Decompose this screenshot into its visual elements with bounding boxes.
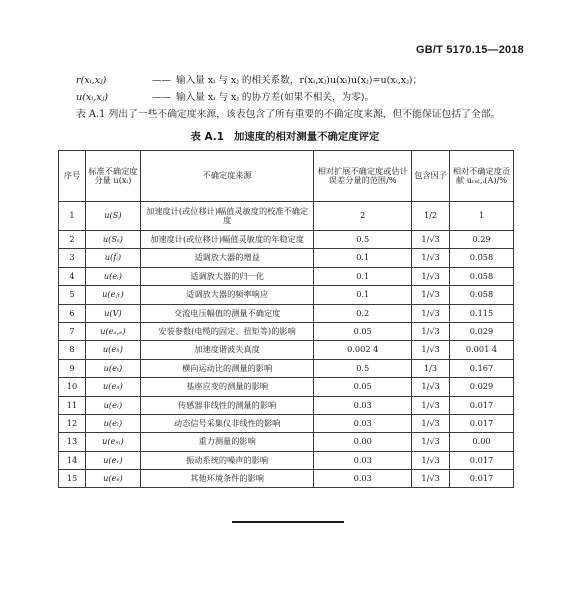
table-row [59, 414, 514, 432]
cell-source: 动态信号采集仪非线性的影响 [140, 414, 313, 432]
cell-contribution: 0.029 [450, 322, 514, 340]
cell-contribution: 0.00 [450, 433, 514, 451]
cell-factor: 1/√3 [412, 451, 450, 469]
table-row [59, 267, 514, 285]
standard-number: GB/T 5170.15—2018 [416, 44, 524, 56]
cell-source: 安装参数(电缆的固定、扭矩等)的影响 [140, 322, 313, 340]
definition-line [76, 89, 374, 103]
cell-index: 4 [59, 267, 86, 285]
cell-source: 加速度计(或位移计)幅值灵敏度的校准不确定度 [140, 202, 313, 231]
table-row [59, 202, 514, 231]
header-index: 序号 [59, 151, 86, 202]
table-row [59, 322, 514, 340]
table-header-row [59, 151, 514, 202]
definition-dash: —— [152, 75, 172, 86]
definition-text: 输入量 xᵢ 与 xⱼ 的相关系数，r(xᵢ,xⱼ)u(xᵢ)u(xⱼ)=u(xᵢ,xⱼ)； [176, 75, 423, 86]
cell-source: 重力测量的影响 [140, 433, 313, 451]
cell-contribution: 0.115 [450, 304, 514, 322]
cell-range: 0.03 [314, 396, 412, 414]
cell-index: 11 [59, 396, 86, 414]
cell-index: 8 [59, 341, 86, 359]
table-row [59, 249, 514, 267]
cell-component: u(Sₛ) [85, 231, 140, 249]
cell-index: 9 [59, 359, 86, 377]
cell-index: 14 [59, 451, 86, 469]
table-row [59, 433, 514, 451]
cell-index: 2 [59, 231, 86, 249]
table-row [59, 304, 514, 322]
table-row [59, 396, 514, 414]
cell-source: 交流电压幅值的测量不确定度 [140, 304, 313, 322]
definition-dash: —— [152, 92, 172, 103]
cell-factor: 1/√3 [412, 378, 450, 396]
cell-factor: 1/√3 [412, 267, 450, 285]
cell-range: 0.1 [314, 249, 412, 267]
cell-index: 15 [59, 470, 86, 488]
cell-factor: 1/√3 [412, 249, 450, 267]
cell-source: 振动系统的噪声的影响 [140, 451, 313, 469]
cell-factor: 1/√3 [412, 396, 450, 414]
cell-component: u(S) [85, 202, 140, 231]
cell-source: 加速度谐波失真度 [140, 341, 313, 359]
header-range: 相对扩展不确定度或估计误差分量的范围/% [314, 151, 412, 202]
definition-symbol: r(xᵢ,xⱼ) [76, 75, 107, 86]
cell-factor: 1/3 [412, 359, 450, 377]
cell-factor: 1/2 [412, 202, 450, 231]
cell-factor: 1/√3 [412, 286, 450, 304]
cell-component: u(fᵢ) [85, 249, 140, 267]
cell-source: 适调放大器的归一化 [140, 267, 313, 285]
cell-source: 传感器非线性的测量的影响 [140, 396, 313, 414]
table-row [59, 341, 514, 359]
table-row [59, 359, 514, 377]
cell-factor: 1/√3 [412, 433, 450, 451]
header-component: 标准不确定度分量 u(xᵢ) [85, 151, 140, 202]
definition-text: 输入量 xᵢ 与 xⱼ 的协方差(如果不相关，为零)。 [176, 92, 375, 103]
cell-contribution: 0.017 [450, 414, 514, 432]
cell-range: 0.1 [314, 286, 412, 304]
cell-index: 7 [59, 322, 86, 340]
cell-component: u(eₙ) [85, 378, 140, 396]
cell-factor: 1/√3 [412, 231, 450, 249]
cell-source: 基座应变的测量的影响 [140, 378, 313, 396]
cell-source: 适调放大器的频率响应 [140, 286, 313, 304]
cell-source: 加速度计(或位移计)幅值灵敏度的年稳定度 [140, 231, 313, 249]
cell-component: u(eₗ) [85, 396, 140, 414]
table-row [59, 286, 514, 304]
cell-component: u(eₘ) [85, 433, 140, 451]
cell-range: 2 [314, 202, 412, 231]
cell-component: u(V) [85, 304, 140, 322]
cell-factor: 1/√3 [412, 322, 450, 340]
cell-index: 13 [59, 433, 86, 451]
table-caption [0, 128, 570, 143]
table-row [59, 231, 514, 249]
cell-contribution: 0.058 [450, 249, 514, 267]
cell-range: 0.5 [314, 231, 412, 249]
cell-contribution: 0.029 [450, 378, 514, 396]
cell-index: 12 [59, 414, 86, 432]
uncertainty-table [58, 150, 514, 488]
cell-component: u(eₕ) [85, 341, 140, 359]
cell-index: 6 [59, 304, 86, 322]
table-row [59, 470, 514, 488]
cell-factor: 1/√3 [412, 470, 450, 488]
cell-index: 5 [59, 286, 86, 304]
cell-component: u(eₜ) [85, 359, 140, 377]
cell-range: 0.03 [314, 470, 412, 488]
cell-component: u(eⱼᵣ) [85, 286, 140, 304]
cell-contribution: 0.058 [450, 286, 514, 304]
cell-range: 0.03 [314, 414, 412, 432]
cell-contribution: 0.29 [450, 231, 514, 249]
table-caption-number: 表 A.1 [190, 131, 224, 143]
cell-factor: 1/√3 [412, 414, 450, 432]
cell-source: 适调放大器的增益 [140, 249, 313, 267]
cell-component: u(eᵢ) [85, 267, 140, 285]
definition-symbol: u(xᵢ,xⱼ) [76, 92, 108, 103]
cell-contribution: 0.017 [450, 451, 514, 469]
cell-range: 0.5 [314, 359, 412, 377]
cell-source: 横向运动比的测量的影响 [140, 359, 313, 377]
definition-line [76, 72, 422, 86]
cell-contribution: 0.001 4 [450, 341, 514, 359]
cell-range: 0.03 [314, 451, 412, 469]
intro-paragraph: 表 A.1 列出了一些不确定度来源，该表包含了所有重要的不确定度来源，但不能保证包括了全部。 [76, 109, 501, 120]
end-rule [232, 521, 344, 523]
cell-index: 3 [59, 249, 86, 267]
cell-factor: 1/√3 [412, 304, 450, 322]
header-contribution: 相对不确定度贡献 uᵣₑₗ,ᵢ(A)/% [450, 151, 514, 202]
cell-factor: 1/√3 [412, 341, 450, 359]
table-row [59, 378, 514, 396]
cell-contribution: 0.058 [450, 267, 514, 285]
cell-source: 其他环境条件的影响 [140, 470, 313, 488]
header-source: 不确定度来源 [140, 151, 313, 202]
cell-component: u(eₑ) [85, 470, 140, 488]
cell-index: 1 [59, 202, 86, 231]
header-factor: 包含因子 [412, 151, 450, 202]
cell-component: u(eᵥ) [85, 451, 140, 469]
cell-contribution: 0.017 [450, 470, 514, 488]
cell-range: 0.002 4 [314, 341, 412, 359]
cell-range: 0.1 [314, 267, 412, 285]
cell-component: u(eₗ) [85, 414, 140, 432]
cell-contribution: 0.017 [450, 396, 514, 414]
cell-range: 0.00 [314, 433, 412, 451]
table-caption-title: 加速度的相对测量不确定度评定 [233, 131, 380, 143]
cell-range: 0.05 [314, 378, 412, 396]
cell-range: 0.05 [314, 322, 412, 340]
cell-contribution: 1 [450, 202, 514, 231]
table-row [59, 451, 514, 469]
cell-index: 10 [59, 378, 86, 396]
cell-component: u(eₐ,ₑ) [85, 322, 140, 340]
cell-range: 0.2 [314, 304, 412, 322]
cell-contribution: 0.167 [450, 359, 514, 377]
